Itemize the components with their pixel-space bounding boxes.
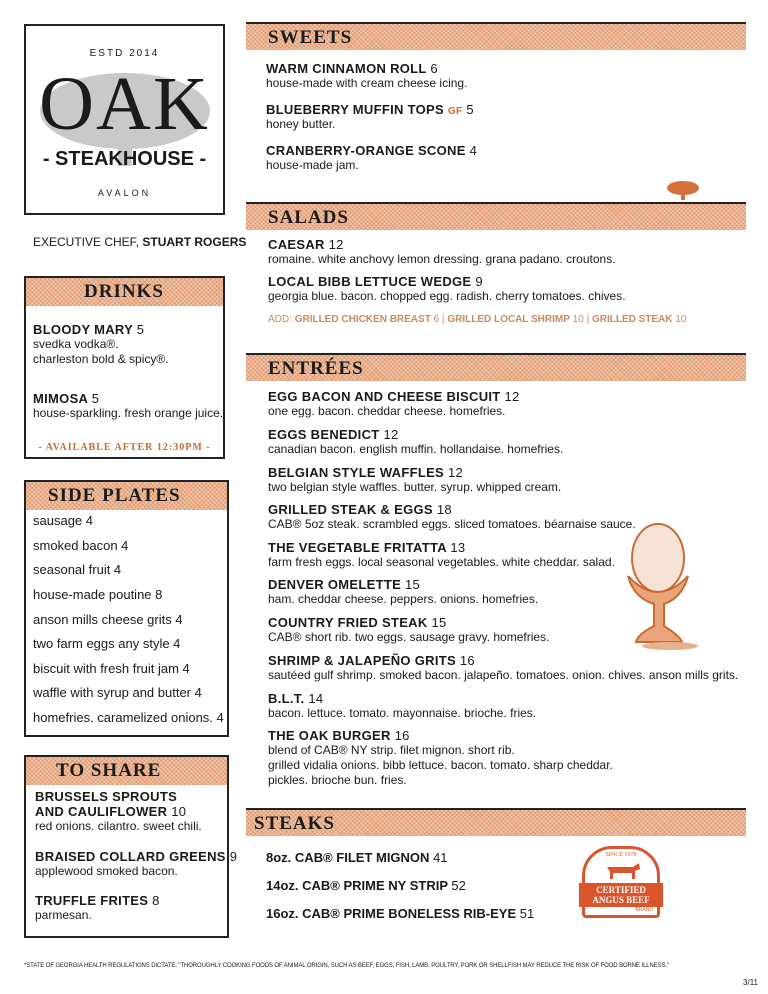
- steaks-header: STEAKS: [246, 808, 746, 836]
- menu-item: WARM CINNAMON ROLL 6 house-made with cream cheese icing.: [266, 61, 468, 90]
- menu-item: EGG BACON AND CHEESE BISCUIT 12 one egg. bacon. cheddar cheese. homefries.: [268, 389, 520, 418]
- logo-name: OAK: [39, 62, 210, 146]
- steak-item: 16oz. CAB® PRIME BONELESS RIB-EYE 51: [266, 906, 535, 921]
- side-item: two farm eggs any style 4: [33, 636, 181, 651]
- menu-item: BLOODY MARY 5 svedka vodka®. charleston bold & spicy®.: [33, 322, 169, 366]
- menu-item: MIMOSA 5 house-sparkling. fresh orange juice.: [33, 391, 224, 420]
- menu-item: BRAISED COLLARD GREENS 9 applewood smoked bacon.: [35, 849, 238, 878]
- steak-item: 14oz. CAB® PRIME NY STRIP 52: [266, 878, 466, 893]
- menu-item: LOCAL BIBB LETTUCE WEDGE 9 georgia blue. bacon. chopped egg. radish. cherry tomatoes. chives.: [268, 274, 626, 303]
- menu-item: CAESAR 12 romaine. white anchovy lemon dressing. grana padano. croutons.: [268, 237, 616, 266]
- availability-note: - AVAILABLE AFTER 12:30PM -: [38, 442, 211, 453]
- menu-item: B.L.T. 14 bacon. lettuce. tomato. mayonnaise. brioche. fries.: [268, 691, 537, 720]
- entrees-header: ENTRÉES: [246, 353, 746, 381]
- egg-cup-illustration: [620, 518, 700, 658]
- page-number: 3/11: [743, 978, 758, 987]
- menu-item: TRUFFLE FRITES 8 parmesan.: [35, 893, 160, 922]
- menu-item: DENVER OMELETTE 15 ham. cheddar cheese. peppers. onions. homefries.: [268, 577, 539, 606]
- menu-item: THE VEGETABLE FRITATTA 13 farm fresh eggs. local seasonal vegetables. white cheddar. salad.: [268, 540, 615, 569]
- small-tree-icon: [665, 178, 701, 202]
- side-item: seasonal fruit 4: [33, 562, 122, 577]
- menu-item: BLUEBERRY MUFFIN TOPS GF 5 honey butter.: [266, 102, 474, 131]
- drinks-section: [24, 276, 225, 459]
- menu-item: GRILLED STEAK & EGGS 18 CAB® 5oz steak. scrambled eggs. sliced tomatoes. béarnaise sauce.: [268, 502, 636, 531]
- logo: [24, 24, 225, 215]
- salads-header: SALADS: [246, 202, 746, 230]
- drinks-header: DRINKS: [26, 278, 223, 306]
- side-item: waffle with syrup and butter 4: [33, 685, 202, 700]
- menu-item: BRUSSELS SPROUTS AND CAULIFLOWER 10 red onions. cilantro. sweet chili.: [35, 789, 202, 833]
- logo-estd: ESTD 2014: [89, 48, 160, 59]
- side-item: anson mills cheese grits 4: [33, 612, 183, 627]
- menu-item: SHRIMP & JALAPEÑO GRITS 16 sautéed gulf shrimp. smoked bacon. jalapeño. tomatoes. onion. chives. anson mills grits.: [268, 653, 739, 682]
- side-item: smoked bacon 4: [33, 538, 129, 553]
- side-item: house-made poutine 8: [33, 587, 163, 602]
- side-item: sausage 4: [33, 513, 93, 528]
- menu-item: EGGS BENEDICT 12 canadian bacon. english muffin. hollandaise. homefries.: [268, 427, 564, 456]
- side-plates-header: SIDE PLATES: [26, 482, 227, 510]
- menu-item: BELGIAN STYLE WAFFLES 12 two belgian style waffles. butter. syrup. whipped cream.: [268, 465, 562, 494]
- logo-location: AVALON: [97, 188, 152, 198]
- certified-angus-beef-logo: SINCE 1978 CERTIFIED ANGUS BEEF BRAND: [582, 846, 660, 918]
- menu-item: CRANBERRY-ORANGE SCONE 4 house-made jam.: [266, 143, 478, 172]
- cow-icon: [605, 861, 641, 881]
- menu-item: THE OAK BURGER 16 blend of CAB® NY strip. filet mignon. short rib. grilled vidalia onions. bibb lettuce. bacon. tomato. sharp cheddar. pickles. brioche bun. fries.: [268, 728, 613, 787]
- steak-item: 8oz. CAB® FILET MIGNON 41: [266, 850, 448, 865]
- executive-chef: EXECUTIVE CHEF, STUART ROGERS: [33, 235, 247, 249]
- gluten-free-badge: GF: [447, 106, 463, 117]
- side-item: biscuit with fresh fruit jam 4: [33, 661, 190, 676]
- side-item: homefries. caramelized onions. 4: [33, 710, 224, 725]
- logo-sub: - STEAKHOUSE -: [42, 148, 207, 170]
- sweets-header: SWEETS: [246, 22, 746, 50]
- to-share-header: TO SHARE: [26, 757, 227, 785]
- menu-item: COUNTRY FRIED STEAK 15 CAB® short rib. two eggs. sausage gravy. homefries.: [268, 615, 550, 644]
- to-share-section: [24, 755, 238, 938]
- health-disclaimer: *STATE OF GEORGIA HEALTH REGULATIONS DICTATE: "THOROUGHLY COOKING FOODS OF ANIMAL ORIGIN, SUCH AS BEEF, EGGS, FISH, LAMB, POULTRY, PORK OR SHELLFISH MAY REDUCE THE RISK OF FOOD BORNE ILLNESS.": [24, 963, 670, 969]
- salad-add-ons: ADD: GRILLED CHICKEN BREAST 6 | GRILLED LOCAL SHRIMP 10 | GRILLED STEAK 10: [268, 314, 687, 325]
